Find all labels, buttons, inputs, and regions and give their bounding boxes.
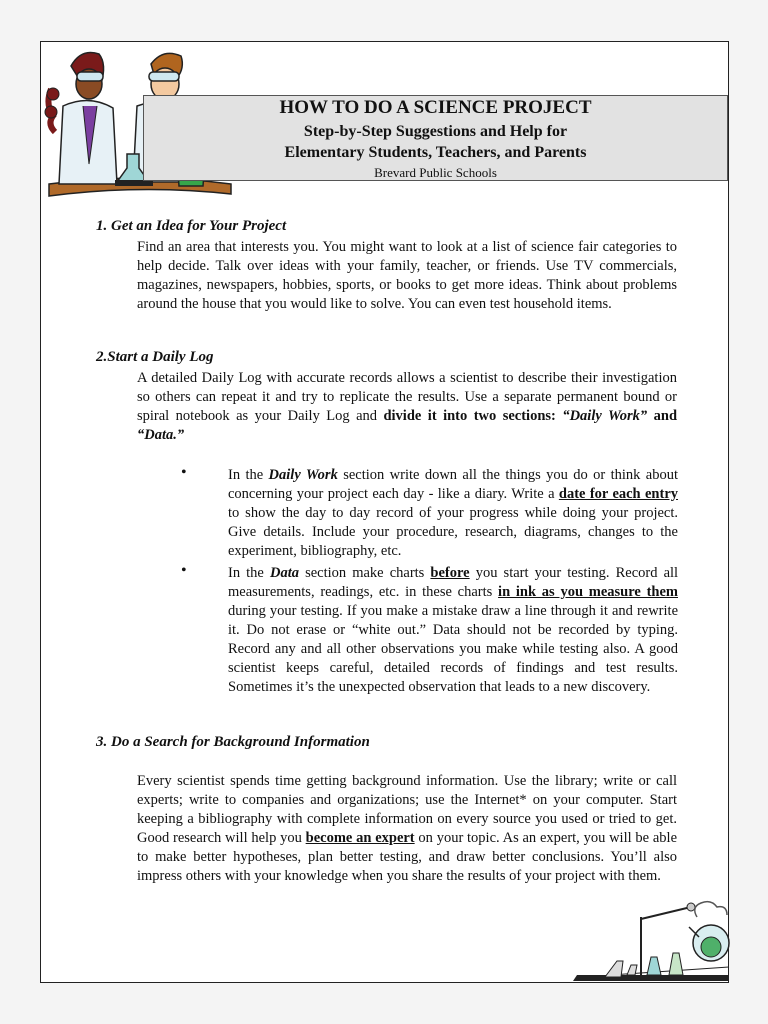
intro-data: “Data.” (137, 427, 185, 443)
lab-equipment-illustration (571, 897, 731, 983)
date-for-each-entry-underlined: date for each entry (558, 486, 679, 502)
document-subtitle-line1: Step-by-Step Suggestions and Help for (303, 123, 568, 140)
section-3-body: Every scientist spends time getting background information. Use the library; write or call experts; write to companies and organizations; use the Internet* on your computer. Start keeping a bibliography with complete information on every source you used or tried to get. Good research will help you become an expert on your topic. As an expert, you will be able to make better hypotheses, plan better testing, and draw better conclusions. You’ll also impress others with your knowledge when you share the results of your project with them. (137, 773, 678, 884)
document-title: HOW TO DO A SCIENCE PROJECT (279, 97, 592, 118)
bullet-data: In the Data section make charts before you start your testing. Record all measurements, readings, etc. in these charts in ink as you measure them during your testing. If you make a mistake draw a line through it and rewrite it. Do not erase or “white out.” Data should not be recorded by typing. Record any and all other observations you make while testing also. A good scientist keeps careful, detailed records of findings and test results. Sometimes it’s the unexpected observation that leads to a new discovery. (228, 565, 679, 695)
in-ink-underlined: in ink as you measure them (498, 584, 678, 600)
header-box (143, 95, 728, 181)
before-underlined: before (430, 565, 470, 581)
intro-bold-phrase: divide it into two sections: (383, 408, 556, 424)
section-2-heading: 2.Start a Daily Log (96, 349, 214, 365)
bullet-daily-work: In the Daily Work section write down all the things you do or think about concerning your project each day - like a diary. Write a date for each entry to show the day to day record of your progress while doing your project. Give details. Include your procedure, research, diagrams, changes to the experiment, bibliography, etc. (228, 467, 679, 559)
section-2-intro: A detailed Daily Log with accurate records allows a scientist to describe their investigation so others can repeat it and try to replicate the results. Use a separate permanent bound or spiral notebook as your Daily Log and divide it into two sections: “Daily Work” and “Data.” (137, 370, 678, 443)
document-subtitle-line2: Elementary Students, Teachers, and Parents (284, 144, 587, 161)
section-1-heading: 1. Get an Idea for Your Project (96, 218, 287, 234)
bullet-marker-1: • (181, 464, 187, 481)
become-an-expert-underlined: become an expert (305, 830, 415, 846)
intro-daily-work: “Daily Work” (562, 408, 648, 424)
section-3-heading: 3. Do a Search for Background Information (96, 734, 370, 750)
document-page (40, 41, 729, 983)
section-1-body: Find an area that interests you. You might want to look at a list of science fair categories to help decide. Talk over ideas with your family, teacher, or friends. Use TV commercials, magazines, newspapers, hobbies, sports, or books to get more ideas. Think about problems around the house that you would like to solve. You can even test household items. (137, 239, 677, 312)
bullet-marker-2: • (181, 562, 187, 579)
organization-name: Brevard Public Schools (374, 165, 497, 180)
